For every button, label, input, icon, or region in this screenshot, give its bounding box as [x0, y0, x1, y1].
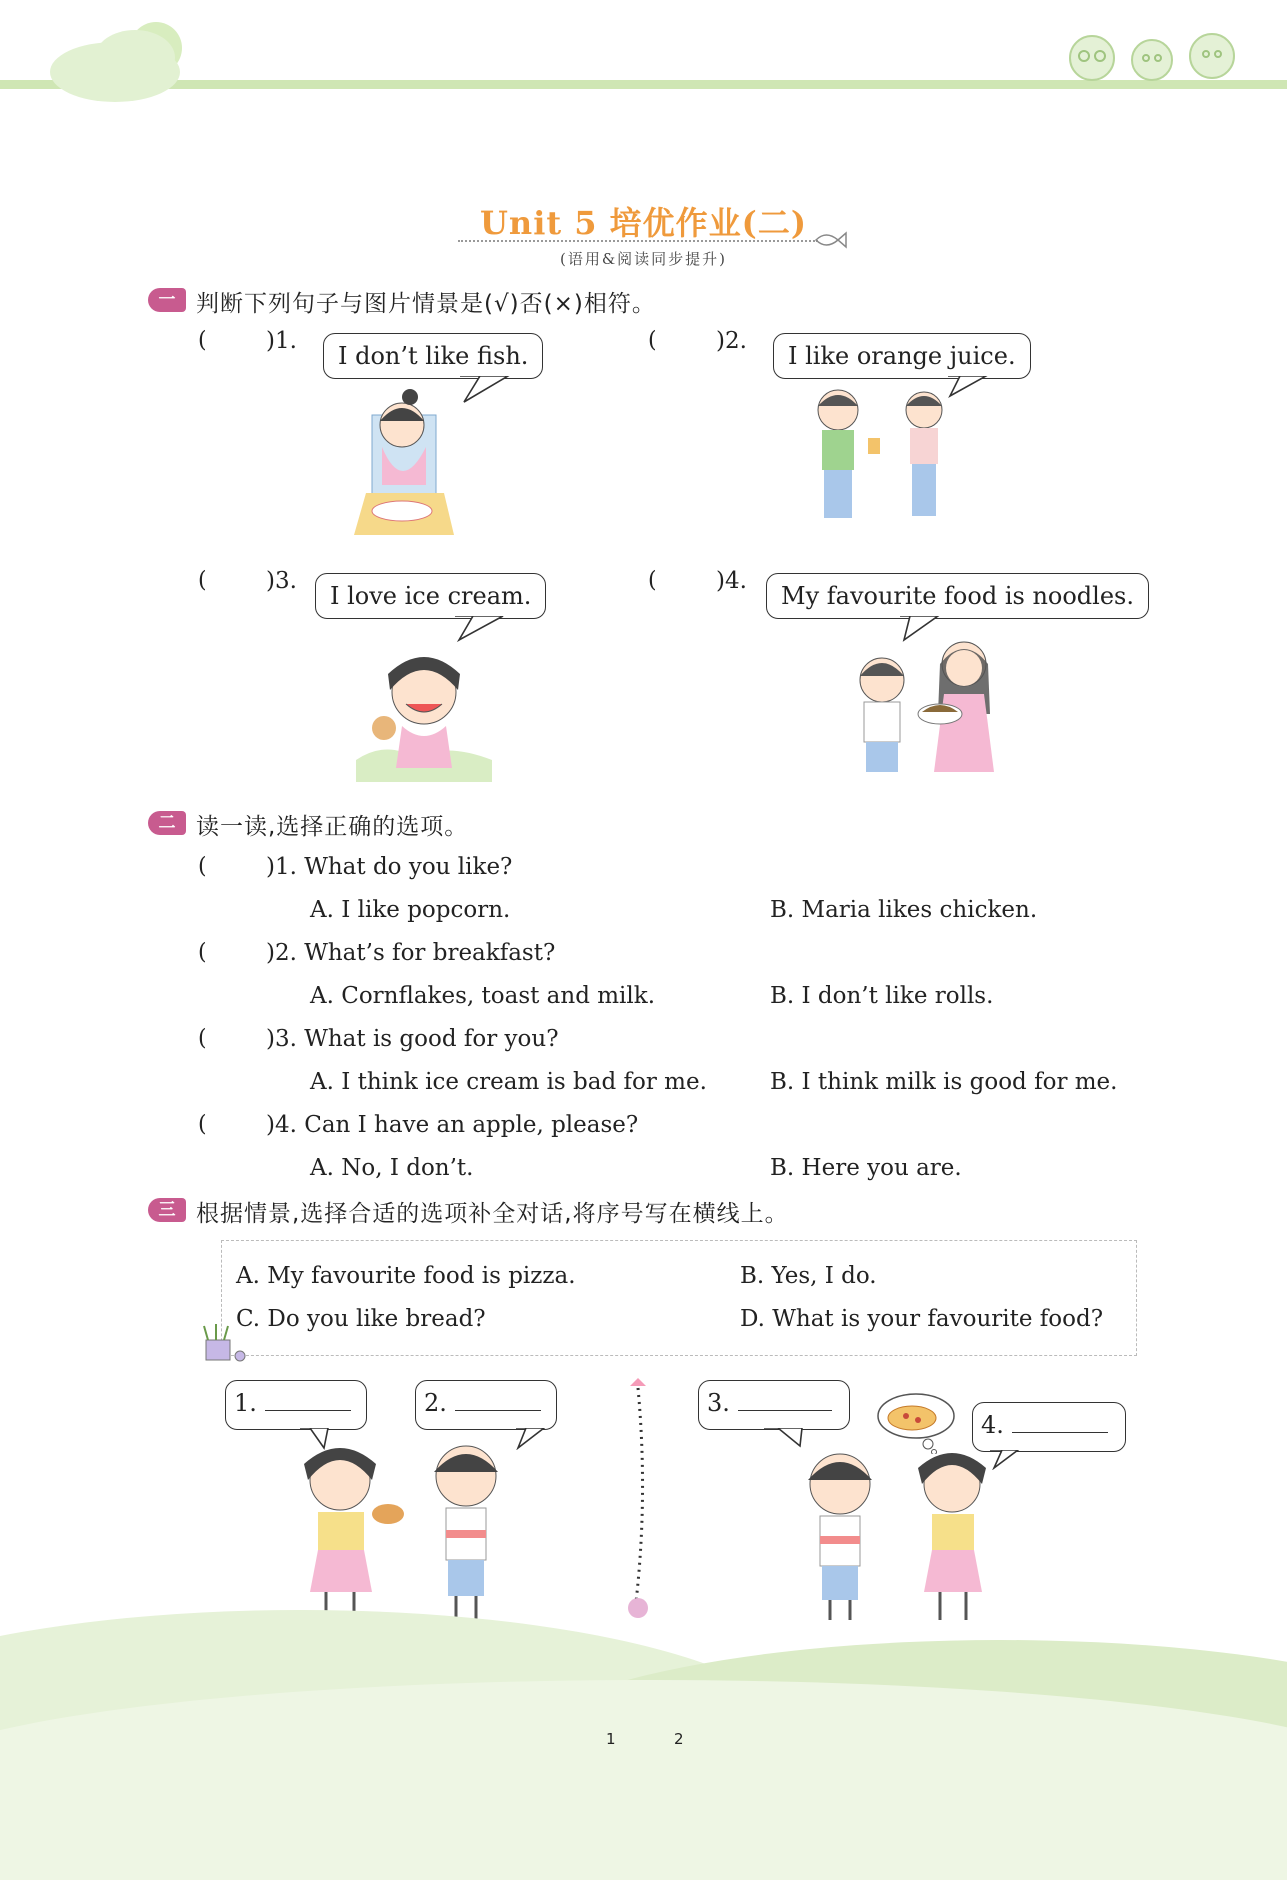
boy-illustration — [410, 1436, 510, 1620]
answer-paren: ( — [198, 1112, 207, 1137]
dialogue-bubble-2 — [415, 1380, 557, 1430]
option-b: B. I don’t like rolls. — [770, 983, 994, 1009]
answer-paren: ( — [198, 568, 207, 593]
answer-paren: ( — [648, 568, 657, 593]
blank-number: 1. — [234, 1389, 257, 1417]
option-d: D. What is your favourite food? — [740, 1306, 1104, 1332]
fish-icon — [814, 230, 848, 250]
blank-number: 4. — [981, 1411, 1004, 1439]
page-number: 2 — [674, 1730, 684, 1748]
answer-paren: ( — [198, 854, 207, 879]
speech-bubble: I love ice cream. — [315, 573, 546, 619]
option-b: B. Maria likes chicken. — [770, 897, 1038, 923]
dialogue-bubble-3 — [698, 1380, 850, 1430]
answer-blank[interactable] — [1012, 1408, 1108, 1433]
section-instruction: 判断下列句子与图片情景是(√)否(×)相符。 — [196, 291, 656, 317]
section-badge: 三 — [148, 1198, 186, 1222]
page-title: Unit 5 培优作业(二) — [480, 204, 807, 242]
option-a: A. My favourite food is pizza. — [236, 1263, 576, 1289]
option-a: A. I like popcorn. — [310, 897, 511, 923]
answer-paren: ( — [198, 1026, 207, 1051]
bubble-tail — [516, 1428, 546, 1450]
girl-with-bread-illustration — [290, 1440, 406, 1620]
page-subtitle: (语用&阅读同步提升) — [559, 250, 728, 268]
bubble-tail — [455, 616, 505, 644]
question: )3. What is good for you? — [266, 1026, 559, 1052]
option-c: C. Do you like bread? — [236, 1306, 486, 1332]
option-b: B. Here you are. — [770, 1155, 962, 1181]
boy-and-girl-with-noodles-illustration — [848, 634, 1004, 772]
dialogue-bubble-1 — [225, 1380, 367, 1430]
item-number: )1. — [266, 328, 297, 354]
answer-blank[interactable] — [265, 1386, 351, 1411]
item-number: )3. — [266, 568, 297, 594]
answer-blank[interactable] — [455, 1386, 541, 1411]
two-boys-illustration — [808, 388, 958, 528]
animal-faces-decoration — [1060, 28, 1250, 84]
thinking-boy-illustration — [796, 1444, 896, 1620]
plant-pot-icon — [194, 1322, 256, 1362]
speech-bubble: I don’t like fish. — [323, 333, 543, 379]
answer-paren: ( — [198, 328, 207, 353]
page-number: 1 — [606, 1730, 616, 1748]
option-a: A. I think ice cream is bad for me. — [310, 1069, 707, 1095]
cloud-decoration — [95, 30, 175, 85]
blank-number: 3. — [707, 1389, 730, 1417]
answer-blank[interactable] — [738, 1386, 832, 1411]
answer-paren: ( — [198, 940, 207, 965]
section-instruction: 根据情景,选择合适的选项补全对话,将序号写在横线上。 — [196, 1201, 789, 1227]
question: )1. What do you like? — [266, 854, 513, 880]
blank-number: 2. — [424, 1389, 447, 1417]
girl-with-ice-cream-illustration — [356, 650, 492, 782]
option-a: A. Cornflakes, toast and milk. — [310, 983, 655, 1009]
girl-illustration — [896, 1448, 1006, 1620]
speech-bubble: I like orange juice. — [773, 333, 1031, 379]
section-badge: 二 — [148, 811, 186, 835]
option-b: B. I think milk is good for me. — [770, 1069, 1118, 1095]
option-a: A. No, I don’t. — [310, 1155, 474, 1181]
dialogue-bubble-4 — [972, 1402, 1126, 1452]
section-badge: 一 — [148, 288, 186, 312]
option-b: B. Yes, I do. — [740, 1263, 877, 1289]
question: )4. Can I have an apple, please? — [266, 1112, 639, 1138]
girl-eating-fish-illustration — [354, 385, 454, 535]
hill-decoration — [0, 1680, 1287, 1880]
item-number: )2. — [716, 328, 747, 354]
speech-bubble: My favourite food is noodles. — [766, 573, 1149, 619]
dotted-divider — [616, 1376, 662, 1622]
question: )2. What’s for breakfast? — [266, 940, 556, 966]
title-underline — [458, 240, 818, 242]
item-number: )4. — [716, 568, 747, 594]
answer-paren: ( — [648, 328, 657, 353]
options-box — [221, 1240, 1137, 1356]
bubble-tail — [460, 376, 510, 406]
section-instruction: 读一读,选择正确的选项。 — [196, 814, 469, 840]
